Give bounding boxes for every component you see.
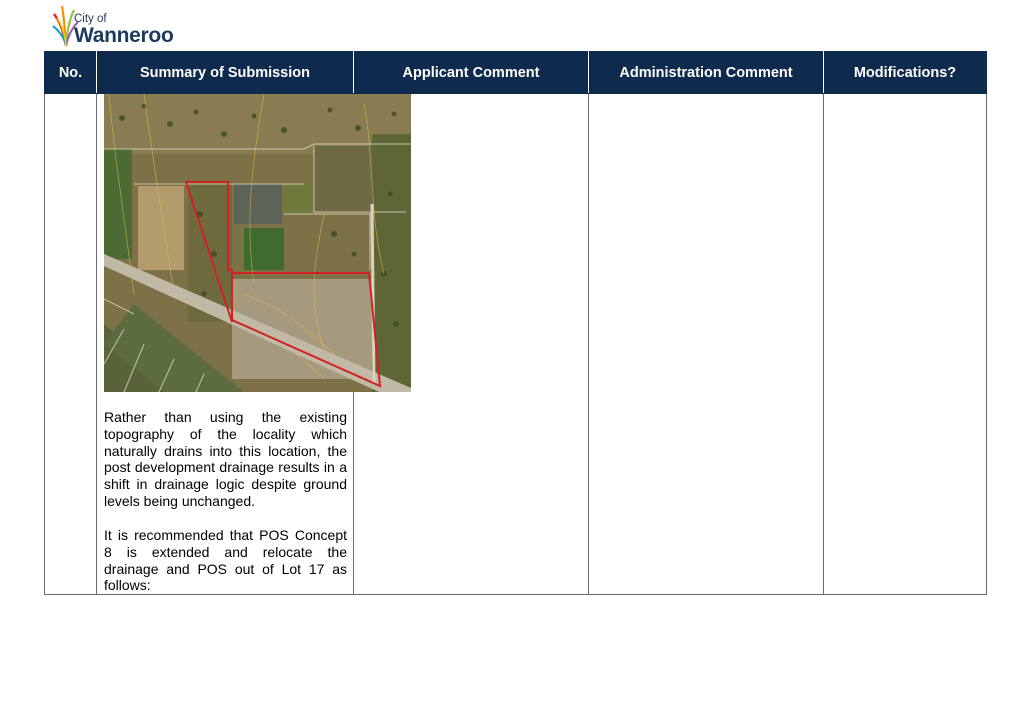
logo-wanneroo: Wanneroo: [74, 24, 174, 47]
aerial-map-image: [104, 94, 411, 392]
cell-administration-comment: [589, 94, 824, 595]
city-logo: [52, 2, 182, 48]
summary-paragraph-2: It is recommended that POS Concept 8 is extended and relocate the drainage and POS out of Lot 17 as follows:: [104, 527, 347, 594]
column-header-administration-comment: Administration Comment: [589, 52, 824, 94]
cell-summary: [97, 94, 354, 595]
logo-city-of: City of: [74, 13, 107, 25]
cell-no: [45, 94, 97, 595]
summary-paragraph-1: Rather than using the existing topography of the locality which naturally drains into this location, the post development drainage results in a shift in drainage logic despite ground levels being unchanged.: [104, 409, 347, 509]
column-header-modifications: Modifications?: [824, 52, 987, 94]
table-row: [45, 94, 987, 595]
column-header-summary: Summary of Submission: [97, 52, 354, 94]
cell-modifications: [824, 94, 987, 595]
submission-table: [44, 51, 987, 595]
table-header-row: [45, 52, 987, 94]
column-header-applicant-comment: Applicant Comment: [354, 52, 589, 94]
column-header-no: No.: [45, 52, 97, 94]
